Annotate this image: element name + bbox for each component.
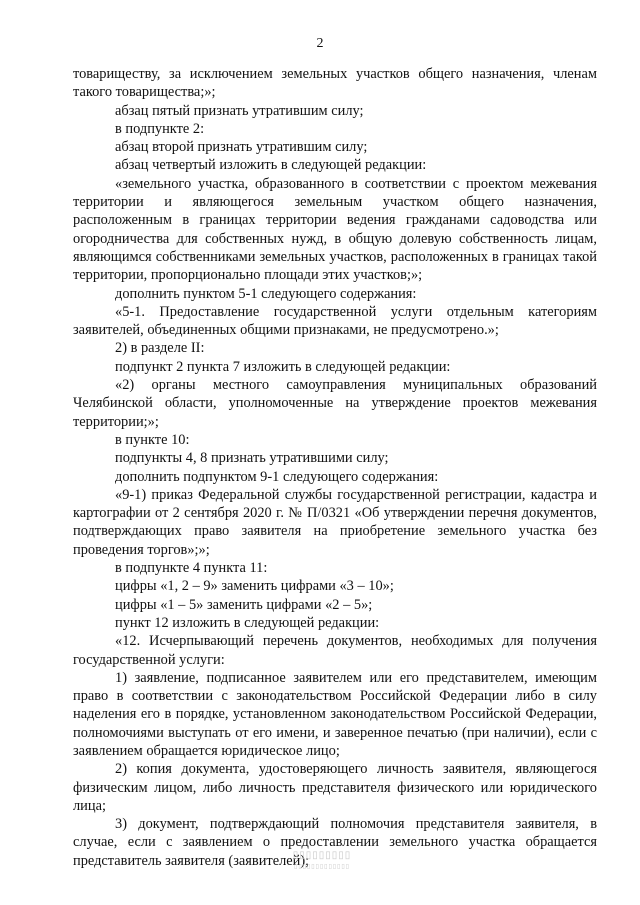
paragraph: «5-1. Предоставление государственной услуги отдельным категориям заявителей, объединенных общими признаками, не предусмотрено.»; [73, 303, 597, 339]
paragraph: 2) копия документа, удостоверяющего личность заявителя, являющегося физическим лицом, либо личность представителя физического или юридического лица; [73, 761, 597, 814]
paragraph: 3) документ, подтверждающий полномочия представителя заявителя, в случае, если с заявлением о предоставлении земельного участка обращается представитель заявителя (заявителей); [73, 816, 597, 869]
paragraph: пункт 12 изложить в следующей редакции: [115, 614, 380, 631]
paragraph: в пункте 10: [115, 431, 190, 448]
paragraph: абзац пятый признать утратившим силу; [115, 102, 364, 119]
paragraph: подпункт 2 пункта 7 изложить в следующей редакции: [115, 358, 451, 375]
document-body [73, 65, 597, 870]
paragraph: 1) заявление, подписанное заявителем или его представителем, имеющим право в соответствии с законодательством Российской Федерации либо в силу наделения его в порядке, установленном законодательством Российской Федерации, полномочиями выступать от его имени, и заверенное печатью (при наличии), если с заявлением обращается юридическое лицо; [73, 669, 597, 759]
faded-stamp-watermark: ▯▯▯▯▯▯▯▯▯ ▯▯▯▯▯▯▯▯▯▯▯▯▯ [292, 850, 352, 870]
paragraph: «12. Исчерпывающий перечень документов, необходимых для получения государственной услуги: [73, 633, 597, 668]
paragraph: цифры «1, 2 – 9» заменить цифрами «3 – 10»; [115, 578, 394, 595]
paragraph: дополнить подпунктом 9-1 следующего содержания: [115, 468, 439, 485]
paragraph: товариществу, за исключением земельных участков общего назначения, членам такого товарищества;»; [73, 66, 597, 101]
paragraph: абзац второй признать утратившим силу; [115, 139, 368, 156]
page-number: 2 [316, 36, 324, 51]
paragraph: абзац четвертый изложить в следующей редакции: [115, 157, 427, 174]
paragraph: 2) в разделе II: [115, 340, 205, 357]
paragraph: в подпункте 2: [115, 120, 205, 137]
paragraph: «2) органы местного самоуправления муниципальных образований Челябинской области, уполномоченные на утверждение проектов межевания территории;»; [73, 377, 597, 430]
paragraph: подпункты 4, 8 признать утратившими силу; [115, 450, 389, 467]
paragraph: дополнить пунктом 5-1 следующего содержания: [115, 285, 417, 302]
paragraph: «9-1) приказ Федеральной службы государственной регистрации, кадастра и картографии от 2 сентября 2020 г. № П/0321 «Об утверждении перечня документов, подтверждающих право заявителя на приобретение земельного участка без проведения торгов»;»; [73, 486, 597, 558]
paragraph: «земельного участка, образованного в соответствии с проектом межевания территории и являющегося земельным участком общего назначения, расположенным в границах территории ведения гражданами садоводства или огородничества для собственных нужд, в общую долевую собственность лицам, являющимся собственниками земельных участков, расположенных в границах такой территории, пропорционально площади этих участков;»; [73, 175, 597, 284]
paragraph: цифры «1 – 5» заменить цифрами «2 – 5»; [115, 596, 373, 613]
paragraph: в подпункте 4 пункта 11: [115, 560, 268, 577]
